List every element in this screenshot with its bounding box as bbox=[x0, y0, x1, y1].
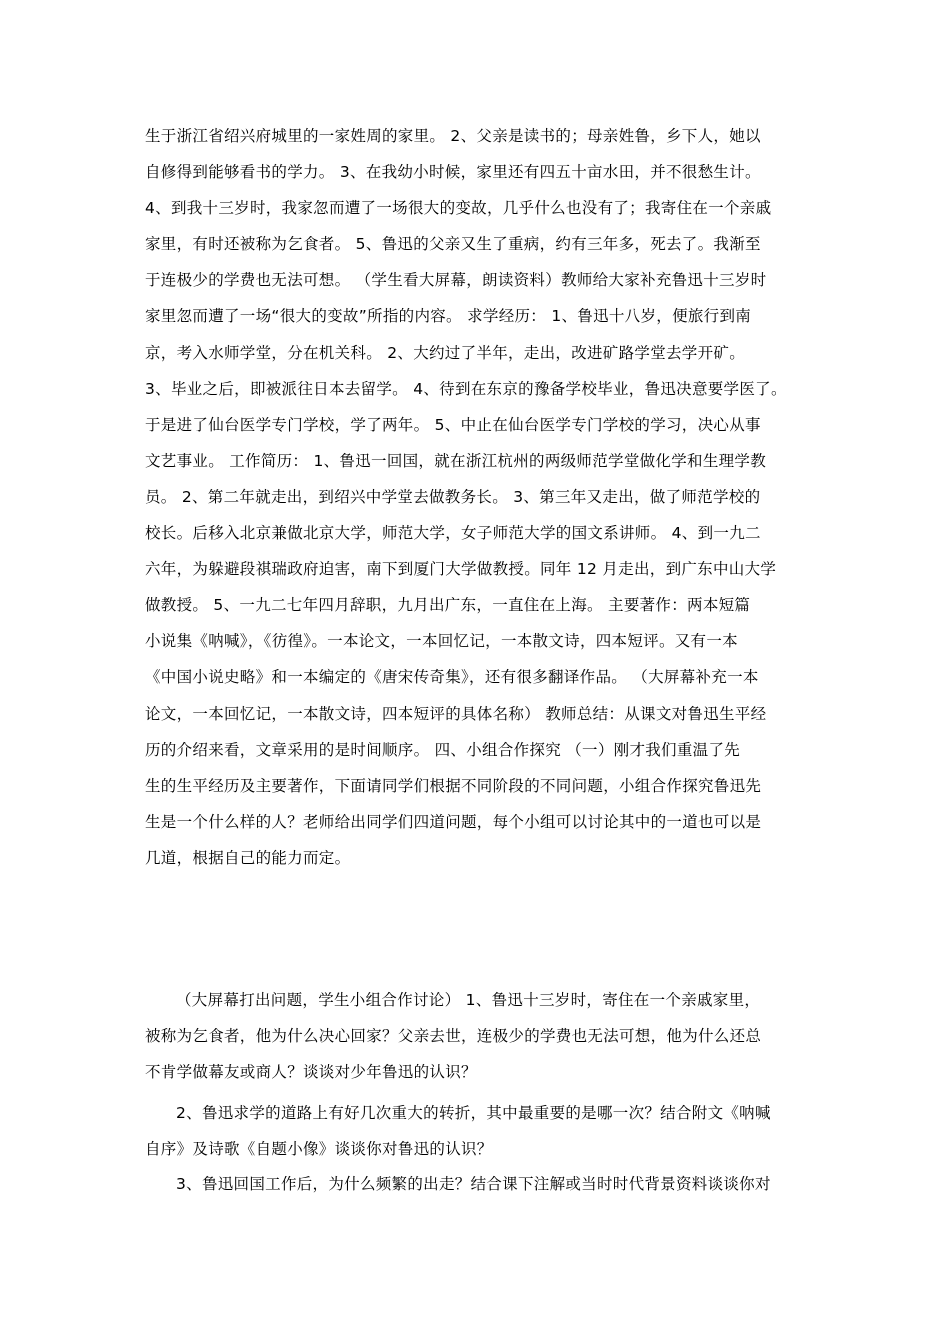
text-line: 做教授。 5、一九二七年四月辞职，九月出广东，一直住在上海。 主要著作：两本短篇 bbox=[145, 596, 751, 615]
main-paragraph bbox=[145, 118, 815, 876]
text-line: 历的介绍来看，文章采用的是时间顺序。 四、小组合作探究 （一）刚才我们重温了先 bbox=[145, 740, 741, 759]
text-line: 自序》及诗歌《自题小像》谈谈你对鲁迅的认识？ bbox=[145, 1140, 493, 1159]
text-line: 生的生平经历及主要著作，下面请同学们根据不同阶段的不同问题，小组合作探究鲁迅先 bbox=[145, 776, 762, 795]
text-line: 家里忽而遭了一场“很大的变故”所指的内容。 求学经历： 1、鲁迅十八岁，便旅行到南 bbox=[145, 307, 752, 326]
text-line: 3、鲁迅回国工作后，为什么频繁的出走？结合课下注解或当时时代背景资料谈谈你对 bbox=[176, 1175, 771, 1193]
question-3-paragraph bbox=[145, 1166, 815, 1202]
text-line: 生是一个什么样的人？老师给出同学们四道问题，每个小组可以讨论其中的一道也可以是 bbox=[145, 812, 762, 831]
question-2-paragraph bbox=[145, 1095, 815, 1167]
text-line: 校长。后移入北京兼做北京大学，师范大学，女子师范大学的国文系讲师。 4、到一九二 bbox=[145, 524, 761, 543]
text-line: 自修得到能够看书的学力。 3、在我幼小时候，家里还有四五十亩水田，并不很愁生计。 bbox=[145, 163, 761, 182]
text-line: 4、到我十三岁时，我家忽而遭了一场很大的变故，几乎什么也没有了；我寄住在一个亲戚 bbox=[145, 199, 772, 218]
text-line: 小说集《呐喊》，《彷徨》。一本论文，一本回忆记，一本散文诗，四本短评。又有一本 bbox=[145, 632, 738, 651]
text-line: 论文，一本回忆记，一本散文诗，四本短评的具体名称） 教师总结：从课文对鲁迅生平经 bbox=[145, 704, 767, 723]
text-line: 3、毕业之后，即被派往日本去留学。 4、待到在东京的豫备学校毕业，鲁迅决意要学医了。 bbox=[145, 379, 787, 398]
text-line: 家里，有时还被称为乞食者。 5、鲁迅的父亲又生了重病，约有三年多，死去了。我渐至 bbox=[145, 235, 761, 254]
text-line: 被称为乞食者，他为什么决心回家？父亲去世，连极少的学费也无法可想，他为什么还总 bbox=[145, 1027, 762, 1046]
question-1-paragraph bbox=[145, 982, 815, 1090]
text-line: 员。 2、第二年就走出，到绍兴中学堂去做教务长。 3、第三年又走出，做了师范学校的 bbox=[145, 487, 761, 506]
text-line: 生于浙江省绍兴府城里的一家姓周的家里。 2、父亲是读书的；母亲姓鲁，乡下人，她以 bbox=[145, 127, 761, 145]
text-line: 文艺事业。 工作简历： 1、鲁迅一回国，就在浙江杭州的两级师范学堂做化学和生理学教 bbox=[145, 451, 767, 470]
text-line: 2、鲁迅求学的道路上有好几次重大的转折，其中最重要的是哪一次？结合附文《呐喊 bbox=[176, 1104, 771, 1122]
text-line: 《中国小说史略》和一本编定的《唐宋传奇集》，还有很多翻译作品。 （大屏幕补充一本 bbox=[145, 668, 759, 687]
text-line: 六年，为躲避段祺瑞政府迫害，南下到厦门大学做教授。同年 12 月走出，到广东中山大学 bbox=[145, 560, 777, 579]
text-line: （大屏幕打出问题，学生小组合作讨论） 1、鲁迅十三岁时，寄住在一个亲戚家里， bbox=[176, 991, 761, 1009]
text-line: 几道，根据自己的能力而定。 bbox=[145, 848, 351, 867]
text-line: 于是进了仙台医学专门学校，学了两年。 5、中止在仙台医学专门学校的学习，决心从事 bbox=[145, 415, 761, 434]
text-line: 于连极少的学费也无法可想。 （学生看大屏幕，朗读资料）教师给大家补充鲁迅十三岁时 bbox=[145, 271, 767, 290]
text-line: 不肯学做幕友或商人？谈谈对少年鲁迅的认识？ bbox=[145, 1063, 477, 1082]
text-line: 京，考入水师学堂，分在机关科。 2、大约过了半年，走出，改进矿路学堂去学开矿。 bbox=[145, 343, 745, 362]
